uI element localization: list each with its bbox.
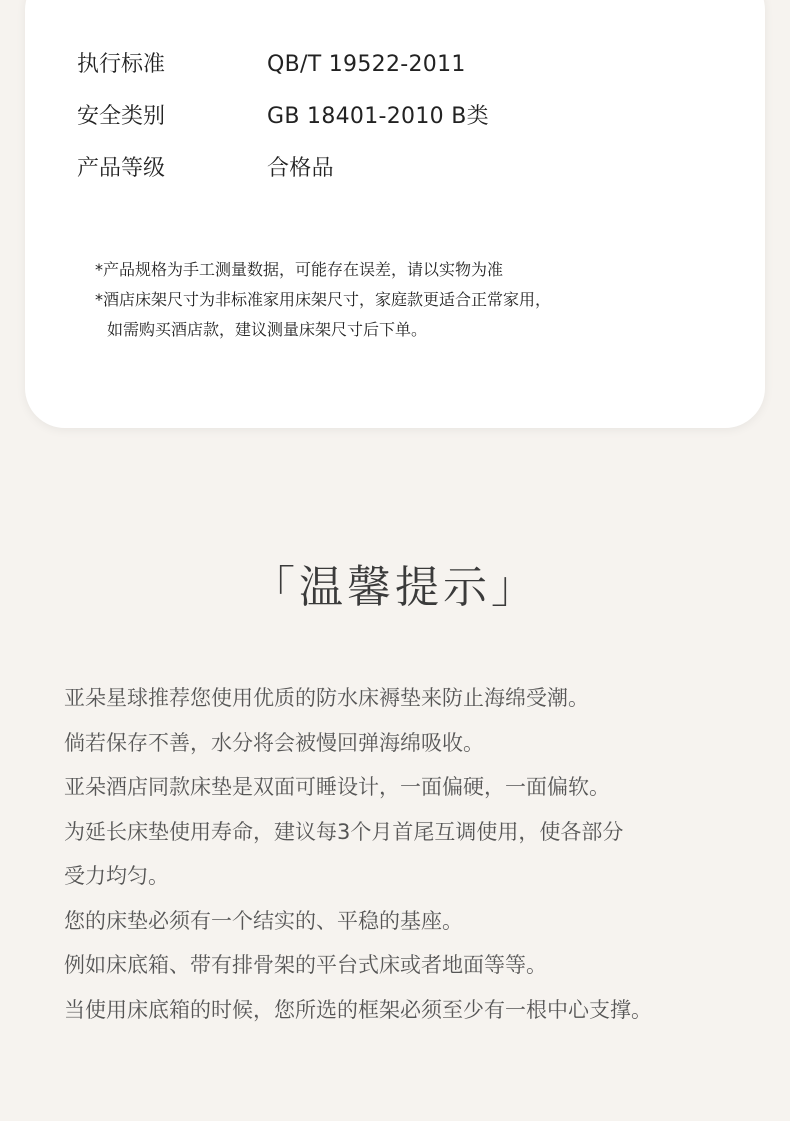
- spec-row-standard: [77, 50, 466, 80]
- tip-line: 亚朵星球推荐您使用优质的防水床褥垫来防止海绵受潮。: [64, 686, 589, 710]
- spec-card: [25, 0, 765, 428]
- spec-label: 执行标准: [77, 52, 166, 77]
- note-line: *产品规格为手工测量数据，可能存在误差，请以实物为准: [95, 260, 504, 279]
- spec-label: 产品等级: [77, 156, 166, 181]
- tips-list: [64, 676, 652, 1032]
- tip-line: 您的床垫必须有一个结实的、平稳的基座。: [64, 908, 463, 933]
- tip-line: 倘若保存不善，水分将会被慢回弹海绵吸收。: [64, 730, 484, 755]
- spec-label: 安全类别: [77, 104, 166, 129]
- spec-row-grade: [77, 154, 334, 184]
- tip-line: 亚朵酒店同款床垫是双面可睡设计，一面偏硬，一面偏软。: [64, 775, 610, 799]
- tip-line: 为延长床垫使用寿命，建议每3个月首尾互调使用，使各部分: [64, 819, 624, 844]
- tip-line: 例如床底箱、带有排骨架的平台式床或者地面等等。: [64, 953, 547, 977]
- spec-value: GB 18401-2010 B类: [267, 104, 489, 129]
- note-line: *酒店床架尺寸为非标准家用床架尺寸，家庭款更适合正常家用，: [95, 290, 552, 309]
- section-title: 「温馨提示」: [251, 562, 539, 613]
- spec-value: 合格品: [267, 156, 334, 181]
- spec-row-safety: [77, 102, 489, 132]
- spec-value: QB/T 19522-2011: [267, 52, 466, 77]
- tip-line: 受力均匀。: [64, 864, 169, 888]
- tip-line: 当使用床底箱的时候，您所选的框架必须至少有一根中心支撑。: [64, 997, 652, 1022]
- spec-notes: [95, 255, 551, 345]
- note-line: 如需购买酒店款，建议测量床架尺寸后下单。: [107, 320, 428, 339]
